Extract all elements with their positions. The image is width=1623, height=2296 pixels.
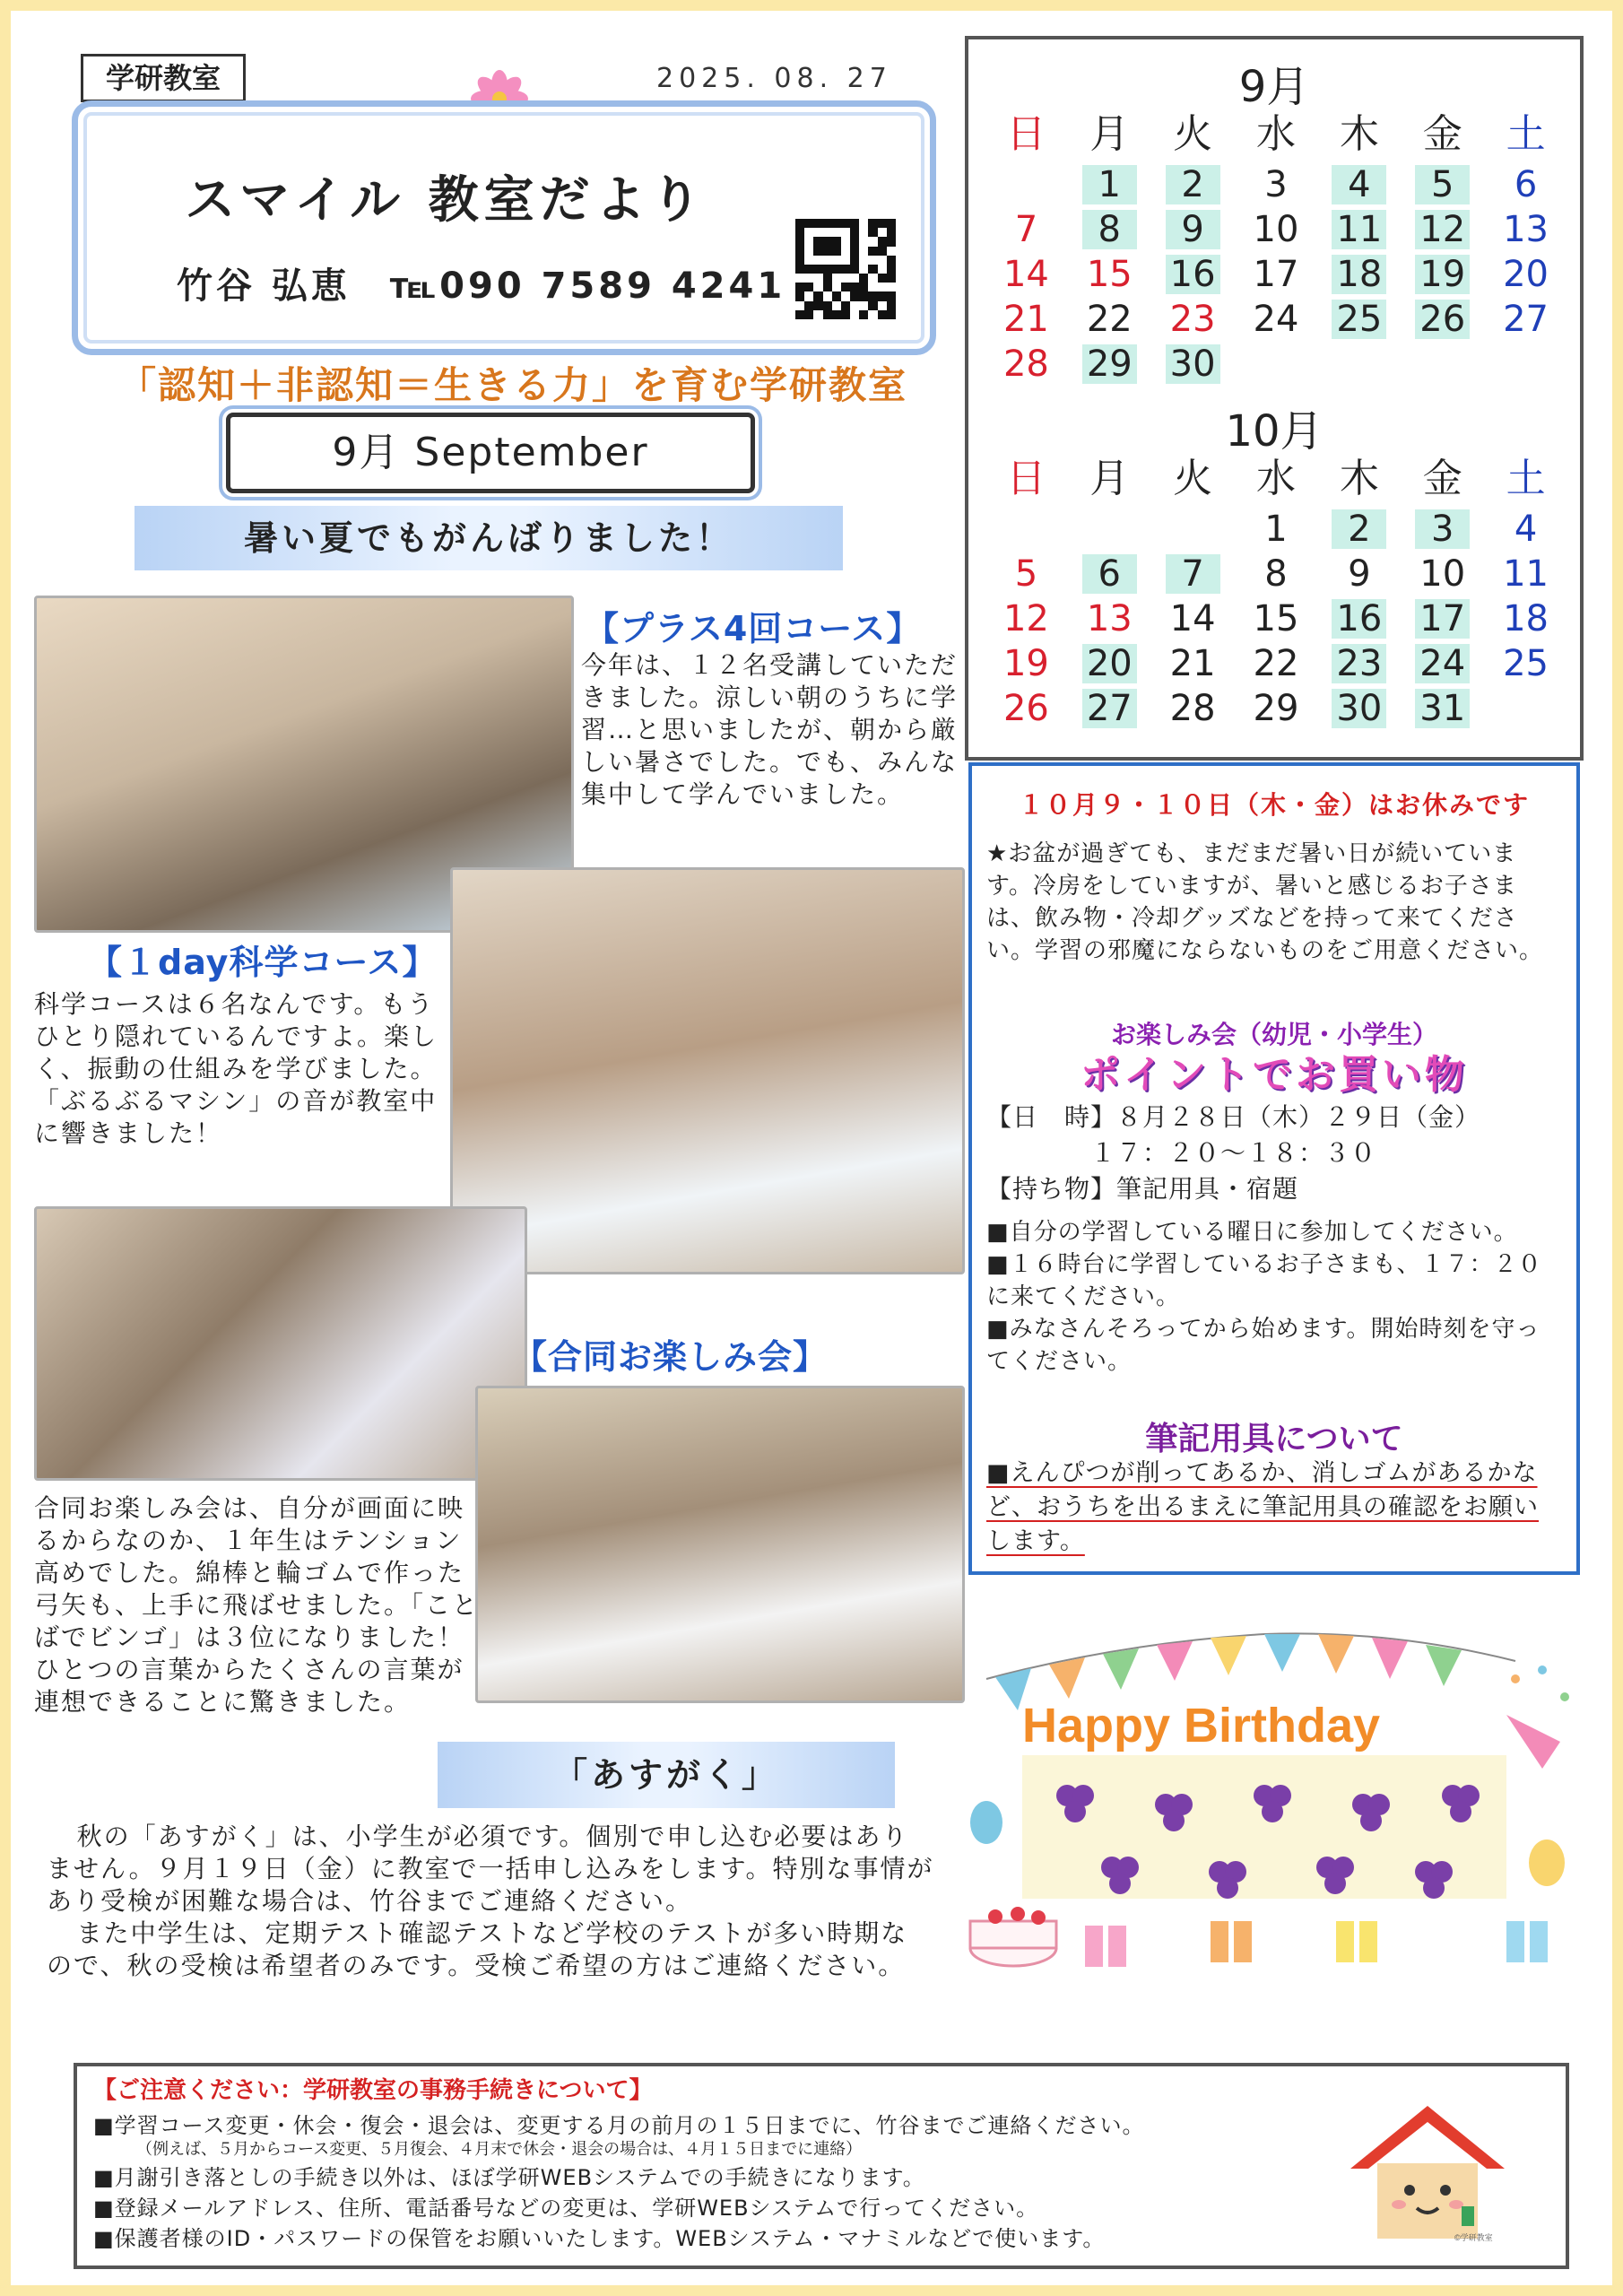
- footer-line-4: ■保護者様のID・パスワードの保管をお願いいたします。WEBシステム・マナミルなどで使います。: [93, 2226, 1106, 2251]
- calendar-october-title: 10月: [1225, 406, 1324, 457]
- photo-bingo-game: [475, 1386, 965, 1703]
- october-day-cell: 29: [1253, 688, 1299, 729]
- september-day-cell: 15: [1086, 254, 1133, 295]
- september-day-cell: 12: [1415, 210, 1470, 249]
- october-day-cell: 11: [1503, 553, 1549, 595]
- october-day-cell: 7: [1166, 554, 1220, 594]
- notice-box: [968, 762, 1580, 1575]
- september-day-cell: 24: [1253, 299, 1299, 340]
- event-rules: [986, 1216, 1560, 1378]
- heat-notice: ★お盆が過ぎても、まだまだ暑い日が続いています。冷房をしていますが、暑いと感じるお子さまは、飲み物・冷却グッズなどを持って来てください。学習の邪魔にならないものをご用意ください。: [986, 840, 1544, 964]
- title-frame: [72, 100, 936, 355]
- october-day-cell: 26: [1002, 688, 1049, 729]
- newsletter-title: スマイル 教室だより: [185, 171, 707, 230]
- october-day-cell: 9: [1348, 553, 1371, 595]
- plus4-heading: 【プラス4回コース】: [585, 609, 922, 648]
- october-day-cell: 23: [1332, 644, 1386, 683]
- october-weekday-header: 木: [1339, 456, 1379, 501]
- closed-notice: １０月９・１０日（木・金）はお休みです: [1018, 790, 1530, 820]
- september-weekday-header: 土: [1506, 111, 1546, 157]
- october-day-cell: 12: [1002, 598, 1049, 639]
- september-empty-cell: [1401, 344, 1484, 384]
- asugaku-paragraph-1: 秋の「あすがく」は、小学生が必須です。個別で申し込む必要はありません。９月１９日（金）に教室で一括申し込みをします。特別な事情があり受検が困難な場合は、竹谷までご連絡ください。: [47, 1822, 934, 1916]
- event-rule-1: ■自分の学習している曜日に参加してください。: [986, 1219, 1518, 1246]
- event-bring: 【持ち物】筆記用具・宿題: [986, 1174, 1299, 1204]
- birthday-illustration: [968, 1625, 1578, 2011]
- mascot-caption: ©学研教室: [1454, 2233, 1493, 2242]
- footer-line-2: ■月謝引き落としの手続き以外は、ほぼ学研WEBシステムでの手続きになります。: [93, 2165, 925, 2190]
- october-day-cell: 18: [1503, 598, 1549, 639]
- september-day-cell: 9: [1166, 210, 1220, 249]
- october-day-cell: 19: [1002, 643, 1049, 684]
- asugaku-paragraph-2: また中学生は、定期テスト確認テストなど学校のテストが多い時期なので、秋の受検は希望者のみです。受検ご希望の方はご連絡ください。: [47, 1918, 908, 1980]
- event-title: ポイントでお買い物: [1081, 1052, 1468, 1098]
- october-empty-cell: [1151, 509, 1235, 549]
- september-weekday-header: 水: [1255, 111, 1296, 157]
- october-weekday-header: 月: [1089, 456, 1130, 501]
- october-day-cell: 3: [1415, 509, 1470, 549]
- october-day-cell: 14: [1169, 598, 1216, 639]
- newsletter-page: [11, 11, 1612, 2285]
- september-day-cell: 2: [1166, 165, 1220, 204]
- event-details: [986, 1100, 1560, 1207]
- october-weekday-header: 金: [1422, 456, 1462, 501]
- september-day-cell: 21: [1002, 299, 1049, 340]
- september-weekday-header: 月: [1089, 111, 1130, 157]
- event-date-line2: １７：２０～１８：３０: [986, 1138, 1377, 1168]
- issue-date: 2025. 08. 27: [656, 63, 892, 94]
- month-label: 9月 September: [226, 413, 755, 493]
- september-day-cell: 30: [1166, 344, 1220, 384]
- october-day-cell: 8: [1264, 553, 1288, 595]
- september-empty-cell: [1235, 344, 1318, 384]
- september-day-cell: 27: [1503, 299, 1549, 340]
- tagline: 「認知＋非認知＝生きる力」を育む学研教室: [117, 363, 907, 407]
- october-day-cell: 21: [1169, 643, 1216, 684]
- footer-heading: 【ご注意ください：学研教室の事務手続きについて】: [93, 2077, 653, 2104]
- september-day-cell: 3: [1264, 164, 1288, 205]
- september-empty-cell: [1317, 344, 1401, 384]
- footer-line-1-note: （例えば、５月からコース変更、５月復会、４月末で休会・退会の場合は、４月１５日までに連絡）: [136, 2140, 863, 2159]
- september-weekday-header: 火: [1173, 111, 1213, 157]
- calendar-september-title: 9月: [1238, 62, 1310, 112]
- event-rule-2: ■１６時台に学習しているお子さまも、１７：２０に来てください。: [986, 1251, 1542, 1310]
- photo-science-course: [450, 867, 965, 1274]
- asugaku-band: 「あすがく」: [438, 1742, 895, 1808]
- birthday-text: Happy Birthday: [1022, 1699, 1381, 1752]
- september-weekday-header: 木: [1339, 111, 1379, 157]
- september-day-cell: 17: [1253, 254, 1299, 295]
- september-weekday-header: 日: [1006, 111, 1046, 157]
- september-day-cell: 29: [1082, 344, 1137, 384]
- september-day-cell: 10: [1253, 209, 1299, 250]
- gift-boxes-icon: [1085, 1921, 1548, 1967]
- september-weekday-header: 金: [1422, 111, 1462, 157]
- september-day-cell: 4: [1332, 165, 1386, 204]
- october-day-cell: 4: [1514, 509, 1538, 550]
- october-day-cell: 31: [1415, 689, 1470, 728]
- event-date-line1: 【日 時】８月２８日（木）２９日（金）: [986, 1102, 1481, 1132]
- qr-code-icon[interactable]: [795, 219, 896, 319]
- october-weekday-header: 火: [1173, 456, 1213, 501]
- office-procedures-box: [74, 2063, 1569, 2269]
- october-day-cell: 15: [1253, 598, 1299, 639]
- september-day-cell: 20: [1503, 254, 1549, 295]
- october-day-cell: 13: [1086, 598, 1133, 639]
- october-day-cell: 5: [1014, 553, 1038, 595]
- october-day-cell: 22: [1253, 643, 1299, 684]
- stationery-text: ■えんぴつが削ってあるか、消しゴムがあるかなど、おうちを出るまえに筆記用具の確認をお願いします。: [986, 1459, 1539, 1555]
- house-mascot-icon: [1347, 2100, 1508, 2244]
- september-empty-cell: [1484, 344, 1567, 384]
- october-day-cell: 1: [1264, 509, 1288, 550]
- october-empty-cell: [1484, 689, 1567, 728]
- september-day-cell: 16: [1166, 255, 1220, 294]
- september-day-cell: 7: [1014, 209, 1038, 250]
- calendar: [965, 36, 1584, 761]
- september-day-cell: 25: [1332, 300, 1386, 339]
- event-subtitle: お楽しみ会（幼児・小学生）: [1110, 1020, 1437, 1049]
- september-day-cell: 6: [1514, 164, 1538, 205]
- september-day-cell: 5: [1415, 165, 1470, 204]
- october-day-cell: 27: [1082, 689, 1137, 728]
- september-day-cell: 28: [1002, 344, 1049, 385]
- september-day-cell: 13: [1503, 209, 1549, 250]
- october-day-cell: 30: [1332, 689, 1386, 728]
- calendar-october-grid: [985, 454, 1567, 728]
- october-day-cell: 6: [1082, 554, 1137, 594]
- october-weekday-header: 土: [1506, 456, 1546, 501]
- october-day-cell: 16: [1332, 599, 1386, 639]
- brand-label: 学研教室: [81, 54, 246, 102]
- october-weekday-header: 日: [1006, 456, 1046, 501]
- october-day-cell: 28: [1169, 688, 1216, 729]
- october-day-cell: 20: [1082, 644, 1137, 683]
- cake-icon: [970, 1907, 1056, 1966]
- october-day-cell: 25: [1503, 643, 1549, 684]
- september-day-cell: 22: [1086, 299, 1133, 340]
- september-day-cell: 19: [1415, 255, 1470, 294]
- science-text: 科学コースは６名なんです。もうひとり隠れているんですよ。楽しく、振動の仕組みを学びました。「ぶるぶるマシン」の音が教室中に響きました！: [34, 989, 438, 1148]
- october-day-cell: 2: [1332, 509, 1386, 549]
- asugaku-text: [47, 1821, 934, 1982]
- september-day-cell: 8: [1082, 210, 1137, 249]
- science-heading: 【１day科学コース】: [88, 943, 438, 982]
- party-popper-icon: [1506, 1665, 1569, 1769]
- calendar-september-grid: [985, 109, 1567, 384]
- footer-line-3: ■登録メールアドレス、住所、電話番号などの変更は、学研WEBシステムで行ってください。: [93, 2196, 1039, 2221]
- october-day-cell: 17: [1415, 599, 1470, 639]
- september-day-cell: 14: [1002, 254, 1049, 295]
- september-day-cell: 26: [1415, 300, 1470, 339]
- september-day-cell: 18: [1332, 255, 1386, 294]
- september-day-cell: 11: [1332, 210, 1386, 249]
- october-empty-cell: [1068, 509, 1151, 549]
- october-day-cell: 10: [1419, 553, 1466, 595]
- teacher-contact: 竹谷 弘恵 ℡090 7589 4241: [177, 265, 786, 307]
- october-empty-cell: [985, 509, 1068, 549]
- october-weekday-header: 水: [1255, 456, 1296, 501]
- september-empty-cell: [985, 165, 1068, 204]
- footer-line-1: ■学習コース変更・休会・復会・退会は、変更する月の前月の１５日までに、竹谷までご連絡ください。: [93, 2113, 1145, 2138]
- joint-party-heading: 【合同お楽しみ会】: [513, 1337, 829, 1377]
- plus4-text: 今年は、１２名受講していただきました。涼しい朝のうちに学習…と思いましたが、朝から厳しい暑さでした。でも、みんな集中して学んでいました。: [581, 650, 959, 809]
- photo-online-collage: [34, 1206, 527, 1481]
- stationery-title: 筆記用具について: [1145, 1421, 1403, 1457]
- joint-party-text: 合同お楽しみ会は、自分が画面に映るからなのか、１年生はテンション高めでした。綿棒と輪ゴムで作った弓矢も、上手に飛ばせました。「ことばでビンゴ」は３位になりました！ひとつの言葉からたくさんの言葉が連想できることに驚きました。: [34, 1493, 480, 1717]
- event-rule-3: ■みなさんそろってから始めます。開始時刻を守ってください。: [986, 1316, 1541, 1375]
- october-day-cell: 24: [1415, 644, 1470, 683]
- summer-band: 暑い夏でもがんばりました！: [135, 506, 843, 570]
- september-day-cell: 23: [1169, 299, 1216, 340]
- september-day-cell: 1: [1082, 165, 1137, 204]
